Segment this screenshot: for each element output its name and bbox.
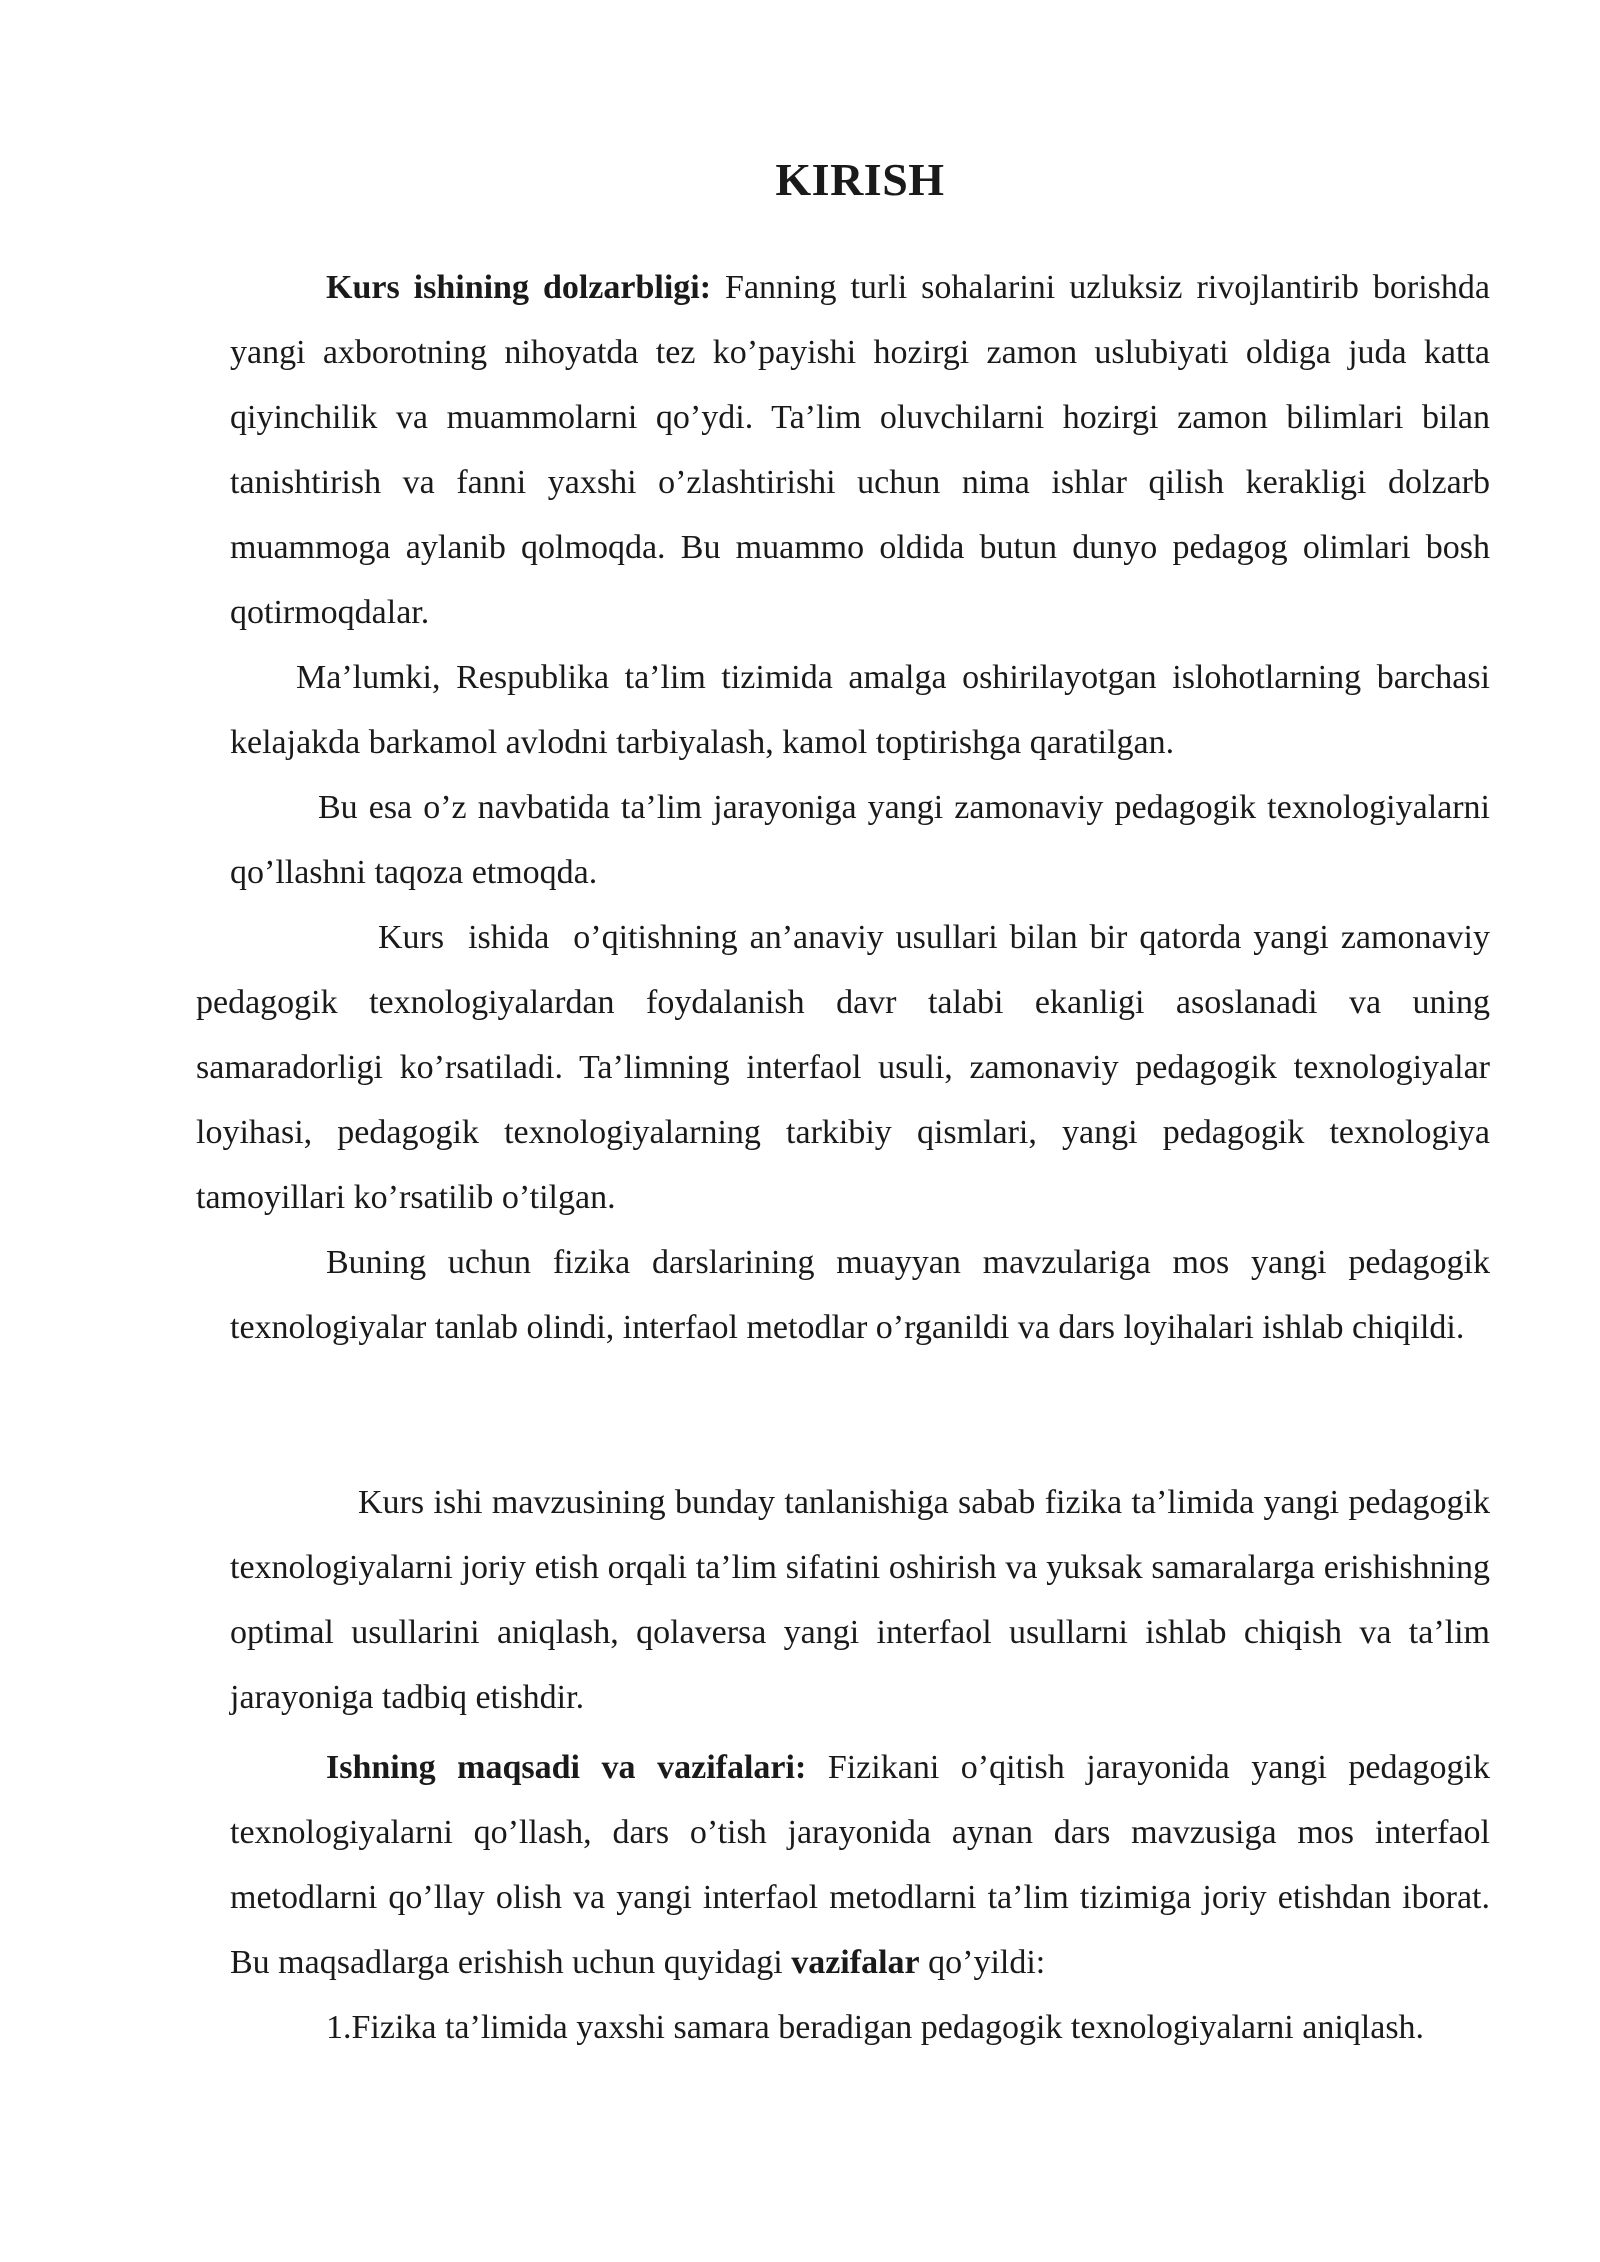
- goals-heading: Ishning maqsadi va vazifalari:: [326, 1749, 807, 1786]
- relevance-text: Fanning turli sohalarini uzluksiz rivojlantirib borishda yangi axborotning nihoyatda tez ko’payishi hozirgi zamon uslubiyati oldiga juda katta qiyinchilik va muammolarni qo’ydi. Ta’lim oluvchilarni hozirgi zamon bilimlari bilan tanishtirish va fanni yaxshi o’zlashtirishi uchun nima ishlar qilish kerakligi dolzarb muammoga aylanib qolmoqda. Bu muammo oldida butun dunyo pedagog olimlari bosh qotirmoqdalar.: [230, 269, 1490, 631]
- page-title: KIRISH: [775, 154, 945, 205]
- paragraph-goals-tasks: [230, 1735, 1490, 1995]
- tasks-word: vazifalar: [791, 1944, 920, 1981]
- paragraph-topic-choice: Kurs ishi mavzusining bunday tanlanishiga sabab fizika ta’limida yangi pedagogik texnologiyalarni joriy etish orqali ta’lim sifatini oshirish va yuksak samaralarga erishishning optimal usullarini aniqlash, qolaversa yangi interfaol usullarni ishlab chiqish va ta’lim jarayoniga tadbiq etishdir.: [230, 1484, 1490, 1716]
- goals-text: Fizikani o’qitish jarayonida yangi pedagogik texnologiyalarni qo’llash, dars o’tish jarayonida aynan dars mavzusiga mos interfaol metodlarni qo’llay olish va yangi interfaol metodlarni ta’lim tizimiga joriy etishdan iborat. Bu maqsadlarga erishish uchun quyidagi: [230, 1749, 1490, 1981]
- relevance-heading: Kurs ishining dolzarbligi:: [326, 269, 712, 306]
- paragraph-relevance: [230, 255, 1490, 645]
- goals-tail: qo’yildi:: [919, 1944, 1046, 1981]
- paragraph-reforms: Ma’lumki, Respublika ta’lim tizimida amalga oshirilayotgan islohotlarning barchasi kelajakda barkamol avlodni tarbiyalash, kamol toptirishga qaratilgan.: [230, 659, 1490, 761]
- list-item-task-1: 1.Fizika ta’limida yaxshi samara beradigan pedagogik texnologiyalarni aniqlash.: [326, 2009, 1425, 2046]
- paragraph-physics-lessons: Buning uchun fizika darslarining muayyan mavzulariga mos yangi pedagogik texnologiyalar tanlab olindi, interfaol metodlar o’rganildi va dars loyihalari ishlab chiqildi.: [230, 1244, 1490, 1346]
- paragraph-course-work: Kurs ishida o’qitishning an’anaviy usullari bilan bir qatorda yangi zamonaviy pedagogik texnologiyalardan foydalanish davr talabi ekanligi asoslanadi va uning samaradorligi ko’rsatiladi. Ta’limning interfaol usuli, zamonaviy pedagogik texnologiyalar loyihasi, pedagogik texnologiyalarning tarkibiy qismlari, yangi pedagogik texnologiya tamoyillari ko’rsatilib o’tilgan.: [196, 919, 1499, 1216]
- paragraph-new-technologies: Bu esa o’z navbatida ta’lim jarayoniga yangi zamonaviy pedagogik texnologiyalarni qo’llashni taqoza etmoqda.: [230, 789, 1490, 891]
